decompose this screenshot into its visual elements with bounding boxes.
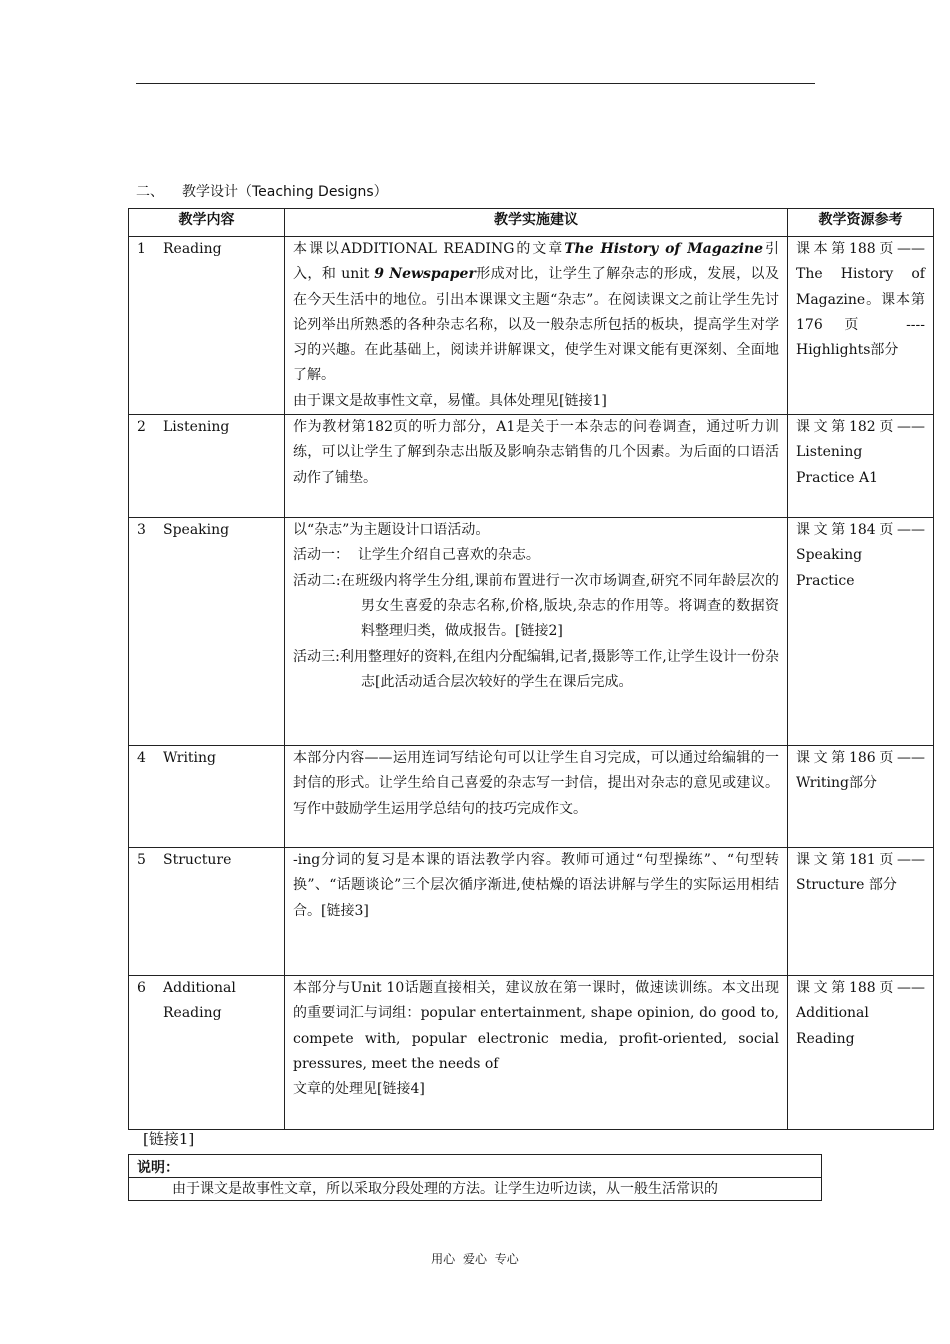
topic-name: Additional Reading — [163, 980, 236, 1022]
row-number: 3 — [137, 522, 146, 539]
topic-cell — [129, 415, 285, 518]
table-row — [129, 518, 934, 746]
row-number: 1 — [137, 241, 146, 257]
note-box — [128, 1154, 822, 1201]
topic-name: Listening — [163, 419, 230, 436]
resource-cell: 课本第188页——The History of Magazine。课本第176页 ----Highlights部分 — [788, 237, 934, 415]
advice-paragraph: 由于课文是故事性文章，易懂。具体处理见[链接1] — [293, 392, 607, 409]
note-text: 由于课文是故事性文章，所以采取分段处理的方法。让学生边听边读，从一般生活常识的 — [129, 1177, 821, 1201]
resource-cell: 课文第182页——Listening Practice A1 — [788, 415, 934, 518]
table-row — [129, 976, 934, 1130]
advice-paragraph: 文章的处理见[链接4] — [293, 1081, 425, 1098]
header-content: 教学内容 — [129, 209, 285, 237]
advice-cell — [285, 518, 788, 746]
advice-paragraph: 本部分与Unit 10话题直接相关，建议放在第一课时，做速读训练。本文出现的重要词汇与词组：popular entertainment, shape opinion, do good to, compete with, popular electronic media, profit-oriented, social pressures, meet the needs of — [293, 980, 779, 1072]
topic-cell — [129, 976, 285, 1130]
header-resource: 教学资源参考 — [788, 209, 934, 237]
topic-name: Reading — [163, 241, 222, 257]
topic-name: Speaking — [163, 522, 230, 539]
page-footer: 用心 爱心 专心 — [431, 1252, 519, 1266]
advice-cell: -ing分词的复习是本课的语法教学内容。教师可通过“句型操练”、“句型转换”、“话题谈论”三个层次循序渐进,使枯燥的语法讲解与学生的实际运用相结合。[链接3] — [285, 848, 788, 976]
topic-name: Structure — [163, 852, 232, 869]
advice-cell: 本部分内容——运用连词写结论句可以让学生自习完成，可以通过给编辑的一封信的形式。让学生给自己喜爱的杂志写一封信，提出对杂志的意见或建议。写作中鼓励学生运用学总结句的技巧完成作文。 — [285, 746, 788, 848]
resource-cell: 课文第181页——Structure 部分 — [788, 848, 934, 976]
advice-cell — [285, 237, 788, 415]
teaching-design-table — [128, 208, 934, 1130]
table-row — [129, 237, 934, 415]
header-rule — [136, 83, 815, 84]
activity-1: 活动一： 让学生介绍自己喜欢的杂志。 — [293, 547, 540, 564]
advice-text: 引入，和 unit — [293, 241, 779, 283]
table-row — [129, 415, 934, 518]
note-title: 说明： — [137, 1160, 179, 1176]
table-header-row — [129, 209, 934, 237]
topic-cell — [129, 746, 285, 848]
resource-cell: 课文第184页——Speaking Practice — [788, 518, 934, 746]
header-advice: 教学实施建议 — [285, 209, 788, 237]
resource-cell: 课文第186页——Writing部分 — [788, 746, 934, 848]
topic-name: Writing — [163, 750, 217, 767]
topic-cell — [129, 237, 285, 415]
row-number: 2 — [137, 419, 146, 436]
row-number: 5 — [137, 852, 146, 869]
topic-cell — [129, 848, 285, 976]
topic-cell — [129, 518, 285, 746]
row-number: 4 — [137, 750, 146, 767]
activity-3: 活动三:利用整理好的资料,在组内分配编辑,记者,摄影等工作,让学生设计一份杂志[此活动适合层次较好的学生在课后完成。 — [293, 648, 779, 690]
magazine-title-ref: The History of Magazine — [564, 241, 764, 257]
section-number: 二、 — [136, 184, 164, 200]
advice-text: 形成对比，让学生了解杂志的形成，发展，以及在今天生活中的地位。引出本课课文主题“杂志”。在阅读课文之前让学生先讨论列举出所熟悉的各种杂志名称，以及一般杂志所包括的板块，提高学生对学习的兴趣。在此基础上，阅读并讲解课文，使学生对课文能有更深刻、全面地了解。 — [293, 266, 779, 384]
unit-title-ref: 9 Newspaper — [374, 266, 476, 283]
advice-text: 本课以ADDITIONAL READING的文章 — [293, 241, 565, 257]
section-title: 教学设计（Teaching Designs） — [182, 184, 388, 200]
link-1-label: [链接1] — [143, 1130, 195, 1148]
advice-paragraph — [293, 237, 779, 389]
table-row — [129, 746, 934, 848]
speaking-intro: 以“杂志”为主题设计口语活动。 — [293, 522, 490, 539]
activity-2: 活动二:在班级内将学生分组,课前布置进行一次市场调查,研究不同年龄层次的男女生喜爱的杂志名称,价格,版块,杂志的作用等。将调查的数据资料整理归类，做成报告。[链接2] — [293, 572, 779, 640]
row-number: 6 — [137, 980, 146, 997]
table-row — [129, 848, 934, 976]
advice-cell — [285, 976, 788, 1130]
resource-cell: 课文第188页——Additional Reading — [788, 976, 934, 1130]
section-heading — [136, 181, 388, 201]
advice-cell: 作为教材第182页的听力部分，A1是关于一本杂志的问卷调查，通过听力训练，可以让学生了解到杂志出版及影响杂志销售的几个因素。为后面的口语活动作了铺垫。 — [285, 415, 788, 518]
